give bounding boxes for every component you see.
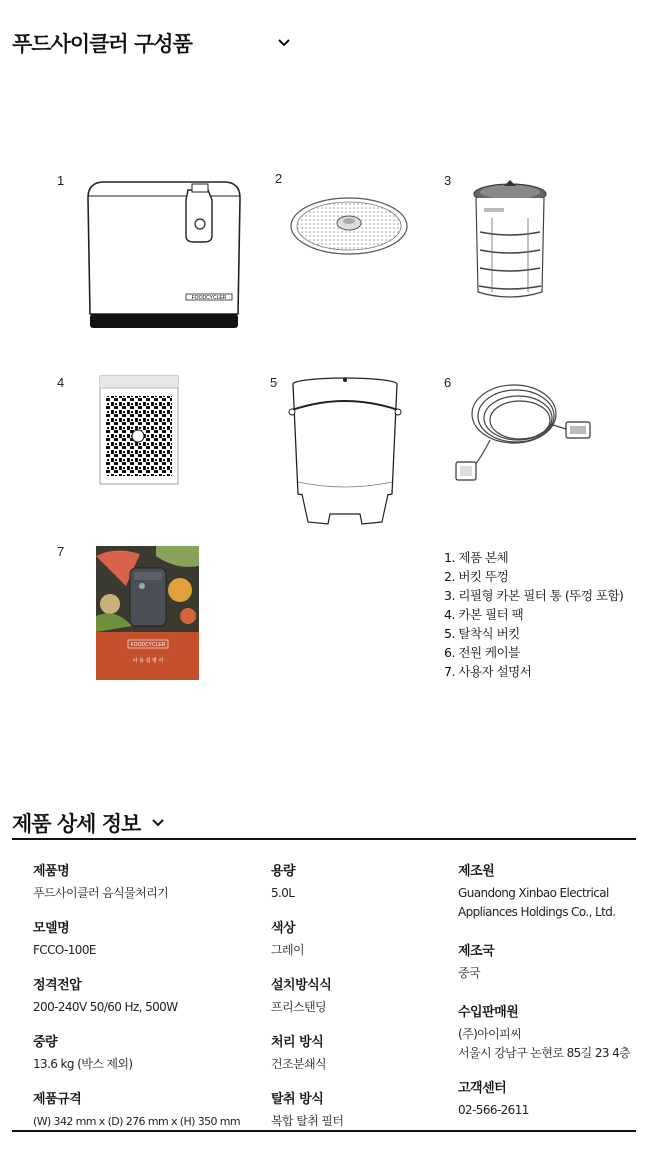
spec-dimensions: 제품규격 (W) 342 mm x (D) 276 mm x (H) 350 mm bbox=[33, 1092, 241, 1128]
bucket-lid-illustration bbox=[288, 190, 410, 260]
item-number-6: 6 bbox=[444, 375, 452, 390]
carbon-filter-canister-illustration bbox=[470, 180, 550, 300]
details-top-divider bbox=[12, 838, 636, 840]
legend-item: 3. 리필형 카본 필터 통 (뚜껑 포함) bbox=[444, 588, 624, 603]
item-number-7: 7 bbox=[57, 544, 65, 559]
details-section-header[interactable] bbox=[12, 808, 166, 838]
legend-item: 5. 탈착식 버킷 bbox=[444, 626, 520, 641]
spec-importer: 수입판매원 (주)아이피씨 서울시 강남구 논현로 85길 23 4층 bbox=[458, 1005, 631, 1060]
item-number-2: 2 bbox=[275, 171, 283, 186]
components-section-title: 푸드사이클러 구성품 bbox=[12, 32, 192, 56]
legend-item: 1. 제품 본체 bbox=[444, 550, 509, 565]
unit-brand-text: FOODCYCLER bbox=[191, 295, 227, 301]
legend-item: 4. 카본 필터 팩 bbox=[444, 607, 524, 622]
details-bottom-divider bbox=[12, 1130, 636, 1132]
carbon-filter-pack-illustration bbox=[98, 374, 180, 486]
item-number-1: 1 bbox=[57, 173, 65, 188]
main-unit-illustration bbox=[84, 178, 244, 330]
chevron-down-icon bbox=[150, 815, 166, 831]
spec-manufacturer: 제조원 Guandong Xinbao Electrical Appliances Holdings Co., Ltd. bbox=[458, 864, 616, 919]
manual-brand-text: FOODCYCLER bbox=[130, 642, 166, 648]
spec-installation: 설치방식식 프리스탠딩 bbox=[271, 978, 332, 1014]
spec-model-name: 모델명 FCCO-100E bbox=[33, 921, 96, 957]
details-column-3 bbox=[458, 860, 638, 1134]
removable-bucket-illustration bbox=[288, 376, 402, 530]
spec-capacity: 용량 5.0L bbox=[271, 864, 296, 900]
spec-processing-method: 처리 방식 건조분쇄식 bbox=[271, 1035, 326, 1071]
components-section-header[interactable] bbox=[12, 28, 292, 58]
spec-customer-center: 고객센터 02-566-2611 bbox=[458, 1081, 529, 1117]
details-column-1 bbox=[33, 860, 253, 1145]
spec-product-name: 제품명 푸드사이클러 음식물처리기 bbox=[33, 864, 169, 900]
legend-item: 6. 전원 케이블 bbox=[444, 645, 520, 660]
details-section-title: 제품 상세 정보 bbox=[12, 812, 141, 836]
power-cable-illustration bbox=[450, 380, 598, 484]
spec-weight: 중량 13.6 kg (박스 제외) bbox=[33, 1035, 133, 1071]
spec-rated-voltage: 정격전압 200-240V 50/60 Hz, 500W bbox=[33, 978, 178, 1014]
item-number-3: 3 bbox=[444, 173, 452, 188]
user-manual-illustration bbox=[96, 546, 199, 680]
legend-item: 2. 버킷 뚜껑 bbox=[444, 569, 509, 584]
details-column-2 bbox=[271, 860, 441, 1145]
item-number-5: 5 bbox=[270, 375, 278, 390]
spec-color: 색상 그레이 bbox=[271, 921, 304, 957]
chevron-down-icon bbox=[276, 35, 292, 51]
spec-country: 제조국 중국 bbox=[458, 944, 495, 980]
item-number-4: 4 bbox=[57, 375, 65, 390]
spec-deodorizing-method: 탈취 방식 복합 탈취 필터 bbox=[271, 1092, 344, 1128]
components-legend bbox=[444, 548, 623, 681]
legend-item: 7. 사용자 설명서 bbox=[444, 664, 532, 679]
manual-caption-text: 사 용 설 명 서 bbox=[132, 658, 164, 664]
